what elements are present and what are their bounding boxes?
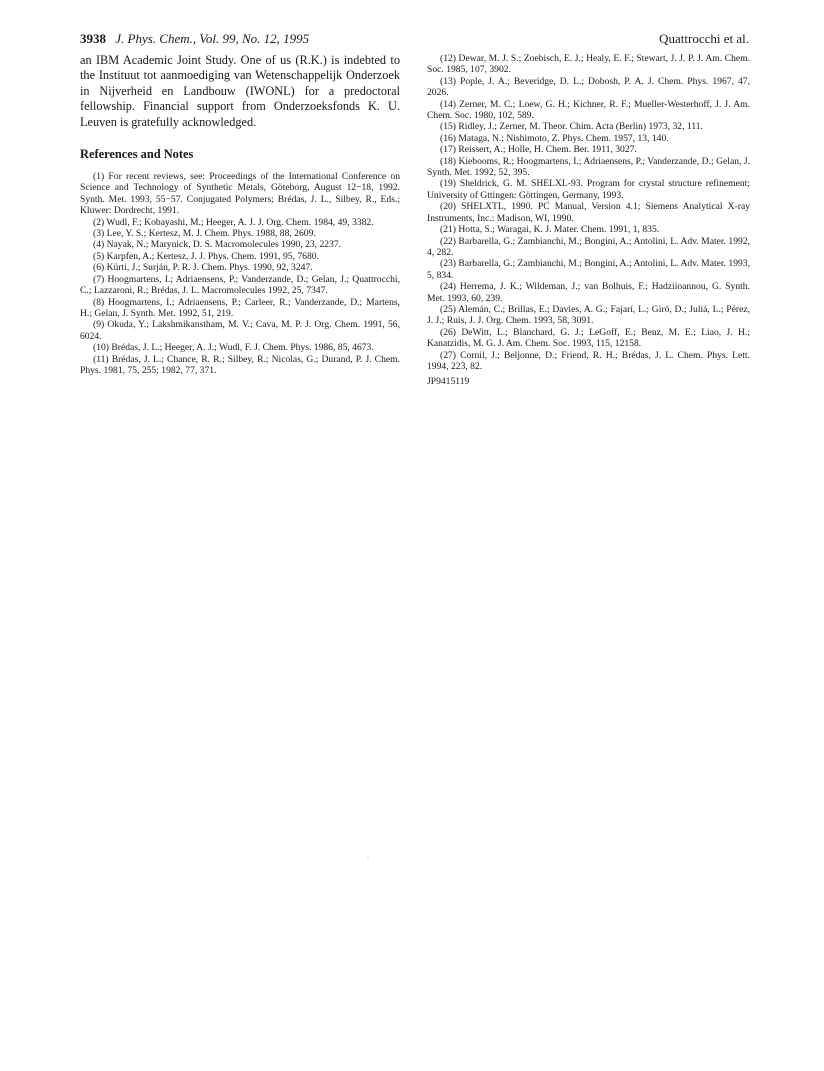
reference-item: (13) Pople, J. A.; Beveridge, D. L.; Dobosh, P. A. J. Chem. Phys. 1967, 47, 2026.: [427, 75, 750, 99]
reference-item: (1) For recent reviews, see: Proceedings of the International Conference on Science and Technology of Synthetic Metals, Göteborg, August 12−18, 1992. Synth. Met. 1993, 55−57. Conjugated Polymers; Brédas, J. L., Silbey, R., Eds.; Kluwer: Dordrecht, 1991.: [80, 171, 400, 217]
reference-item: (26) DeWitt, L.; Blanchard, G. J.; LeGoff, E.; Benz, M. E.; Liao, J. H.; Kanatzidis, M. G. J. Am. Chem. Soc. 1993, 115, 12158.: [427, 326, 750, 350]
running-authors: Quattrocchi et al.: [659, 31, 749, 46]
reference-item: (9) Okuda, Y.; Lakshmikanstham, M. V.; Cava, M. P. J. Org. Chem. 1991, 56, 6024.: [80, 319, 400, 342]
references-list-left: [80, 171, 400, 376]
reference-item: (18) Kiebooms, R.; Hoogmartens, I.; Adriaensens, P.; Vanderzande, D.; Gelan, J. Synth. Met. 1992, 52, 395.: [427, 155, 750, 179]
reference-item: (15) Ridley, J.; Zerner, M. Theor. Chim. Acta (Berlin) 1973, 32, 111.: [440, 121, 703, 133]
references-list-right: [427, 53, 750, 372]
page-header: [80, 31, 749, 51]
reference-item: (19) Sheldrick, G. M. SHELXL-93. Program for crystal structure refinement; University of Gttingen: Göttingen, Germany, 1993.: [427, 178, 750, 201]
manuscript-code: JP9415119: [427, 376, 470, 388]
reference-item: (21) Hotta, S.; Waragai, K. J. Mater. Chem. 1991, 1, 835.: [440, 224, 660, 236]
reference-item: (10) Brédas, J. L.; Heeger, A. J.; Wudl, F. J. Chem. Phys. 1986, 85, 4673.: [93, 342, 374, 354]
acknowledgment-paragraph: an IBM Academic Joint Study. One of us (R.K.) is indebted to the Instituut tot aanmoediging van Wetenschappelijk Onderzoek in Nijverheid en Landbouw (IWONL) for a predoctoral fellowship. Financial support from Onderzoeksfonds K. U. Leuven is gratefully acknowledged.: [80, 53, 400, 129]
reference-item: (23) Barbarella, G.; Zambianchi, M.; Bongini, A.; Antolini, L. Adv. Mater. 1993, 5, 834.: [427, 258, 750, 281]
reference-item: (11) Brédas, J. L.; Chance, R. R.; Silbey, R.; Nicolas, G.; Durand, P. J. Chem. Phys. 1981, 75, 255; 1982, 77, 371.: [80, 353, 400, 376]
reference-item: (3) Lee, Y. S.; Kertesz, M. J. Chem. Phys. 1988, 88, 2609.: [93, 228, 316, 240]
reference-item: (25) Alemán, C.; Brillas, E.; Davies, A. G.; Fajarí, L.; Giró, D.; Juliá, L.; Pérez, J. J.; Ruis, J. J. Org. Chem. 1993, 58, 3091.: [427, 303, 750, 327]
reference-item: (2) Wudl, F.; Kobayashi, M.; Heeger, A. J. J. Org. Chem. 1984, 49, 3382.: [93, 216, 374, 228]
reference-item: (14) Zerner, M. C.; Loew, G. H.; Kichner, R. F.; Mueller-Westerhoff, J. J. Am. Chem. Soc. 1980, 102, 589.: [427, 98, 750, 122]
page-number: 3938: [80, 31, 106, 46]
reference-item: (27) Cornil, J.; Beljonne, D.; Friend, R. H.; Brédas, J. L. Chem. Phys. Lett. 1994, 223, 82.: [427, 349, 750, 372]
reference-item: (7) Hoogmartens, I.; Adriaensens, P.; Vanderzande, D.; Gelan, J.; Quattrocchi, C.; Lazzaroni, R.; Brédas, J. L. Macromolecules 1992, 25, 7347.: [80, 273, 400, 297]
left-column: [80, 53, 400, 376]
reference-item: (20) SHELXTL, 1990. PC Manual, Version 4.1; Siemens Analytical X-ray Instruments, Inc.: Madison, WI, 1990.: [427, 201, 750, 224]
references-heading: References and Notes: [80, 147, 194, 162]
right-column: [427, 53, 750, 388]
reference-item: (16) Mataga, N.; Nishimoto, Z. Phys. Chem. 1957, 13, 140.: [440, 132, 669, 144]
reference-item: (5) Karpfen, A.; Kertesz, J. J. Phys. Chem. 1991, 95, 7680.: [93, 250, 319, 262]
scan-speck: [367, 857, 369, 858]
reference-item: (4) Nayak, N.; Marynick, D. S. Macromolecules 1990, 23, 2237.: [93, 239, 342, 251]
reference-item: (17) Reissert, A.; Holle, H. Chem. Ber. 1911, 3027.: [440, 144, 637, 156]
reference-item: (22) Barbarella, G.; Zambianchi, M.; Bongini, A.; Antolini, L. Adv. Mater. 1992, 4, 282.: [427, 235, 750, 258]
reference-item: (6) Kürti, J.; Surján, P. R. J. Chem. Phys. 1990, 92, 3247.: [93, 262, 313, 274]
reference-item: (24) Herrema, J. K.; Wildeman, J.; van Bolhuis, F.; Hadziioannou, G. Synth. Met. 1993, 60, 239.: [427, 281, 750, 304]
reference-item: (8) Hoogmartens, I.; Adriaensens, P.; Carleer, R.; Vanderzande, D.; Martens, H.; Gelan, J. Synth. Met. 1992, 51, 219.: [80, 296, 400, 319]
reference-item: (12) Dewar, M. J. S.; Zoebisch, E. J.; Healy, E. F.; Stewart, J. J. P. J. Am. Chem. Soc. 1985, 107, 3902.: [427, 53, 750, 76]
journal-citation: J. Phys. Chem., Vol. 99, No. 12, 1995: [115, 31, 310, 46]
